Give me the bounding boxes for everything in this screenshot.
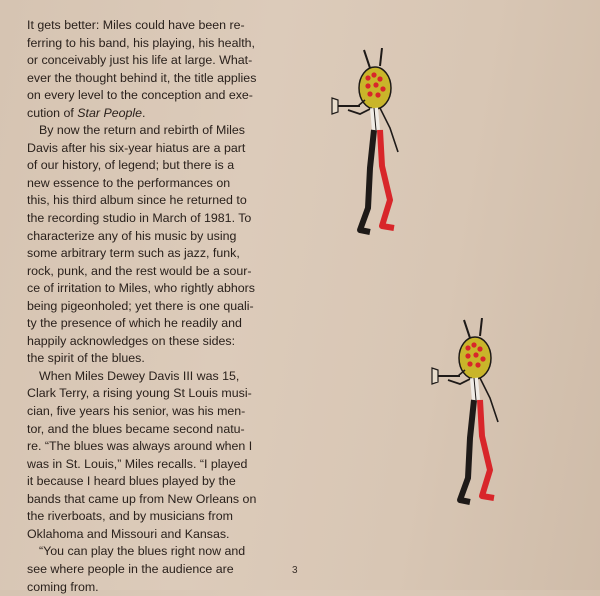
p2-line-3: of our history, of legend; but there is a <box>27 158 235 173</box>
p1-line-6-suffix: . <box>142 105 146 120</box>
page-number: 3 <box>292 565 298 576</box>
p2-line-5: this, his third album since he returned to <box>27 193 247 208</box>
p1-line-2: ferring to his band, his playing, his health, <box>27 35 255 50</box>
p4-line-2: see where people in the audience are <box>27 561 234 576</box>
trumpeter-illustration-bottom <box>430 318 520 508</box>
trumpeter-illustration-top <box>330 48 420 238</box>
p3-line-4: tor, and the blues became second natu- <box>27 421 245 436</box>
p1-line-6-prefix: cution of <box>27 105 78 120</box>
p2-line-4: new essence to the performances on <box>27 175 231 190</box>
p3-line-3: cian, five years his senior, was his men- <box>27 404 246 419</box>
p3-line-5: re. “The blues was always around when I <box>27 439 253 454</box>
p2-line-12: ty the presence of which he readily and <box>27 316 242 331</box>
trumpeter-figure <box>332 48 398 232</box>
trumpeter-figure <box>432 318 498 502</box>
paragraph-4 <box>27 543 309 596</box>
p1-line-3: or conceivably just his life at large. What- <box>27 53 253 68</box>
p3-line-9: the riverboats, and by musicians from <box>27 509 233 524</box>
p2-line-14: the spirit of the blues. <box>27 351 145 366</box>
p4-line-1: “You can play the blues right now and <box>39 544 246 559</box>
paragraph-2 <box>27 122 309 368</box>
p3-line-6: was in St. Louis,” Miles recalls. “I played <box>27 456 248 471</box>
p3-line-2: Clark Terry, a rising young St Louis musi- <box>27 386 252 401</box>
p4-line-3: coming from. <box>27 579 99 594</box>
p2-line-11: being pigeonholed; yet there is one quali- <box>27 298 254 313</box>
p3-line-1: When Miles Dewey Davis III was 15, <box>39 368 240 383</box>
p3-line-8: bands that came up from New Orleans on <box>27 491 257 506</box>
p3-line-10: Oklahoma and Missouri and Kansas. <box>27 526 230 541</box>
paragraph-1 <box>27 17 309 122</box>
album-title: Star People <box>77 105 143 120</box>
p1-line-5: on every level to the conception and exe- <box>27 88 253 103</box>
p2-line-9: rock, punk, and the rest would be a sour- <box>27 263 252 278</box>
p1-line-4: ever the thought behind it, the title applies <box>27 70 257 85</box>
article-text <box>27 17 309 596</box>
p1-line-1: It gets better: Miles could have been re- <box>27 18 245 32</box>
p2-line-6: the recording studio in March of 1981. To <box>27 211 252 226</box>
p2-line-8: some arbitrary term such as jazz, funk, <box>27 246 240 261</box>
paragraph-3 <box>27 368 309 543</box>
p2-line-10: ce of irritation to Miles, who rightly abhors <box>27 281 255 296</box>
p2-line-2: Davis after his six-year hiatus are a part <box>27 140 246 155</box>
p2-line-1: By now the return and rebirth of Miles <box>39 123 245 138</box>
p2-line-13: happily acknowledges on these sides: <box>27 333 236 348</box>
p2-line-7: characterize any of his music by using <box>27 228 237 243</box>
p3-line-7: it because I heard blues played by the <box>27 474 236 489</box>
